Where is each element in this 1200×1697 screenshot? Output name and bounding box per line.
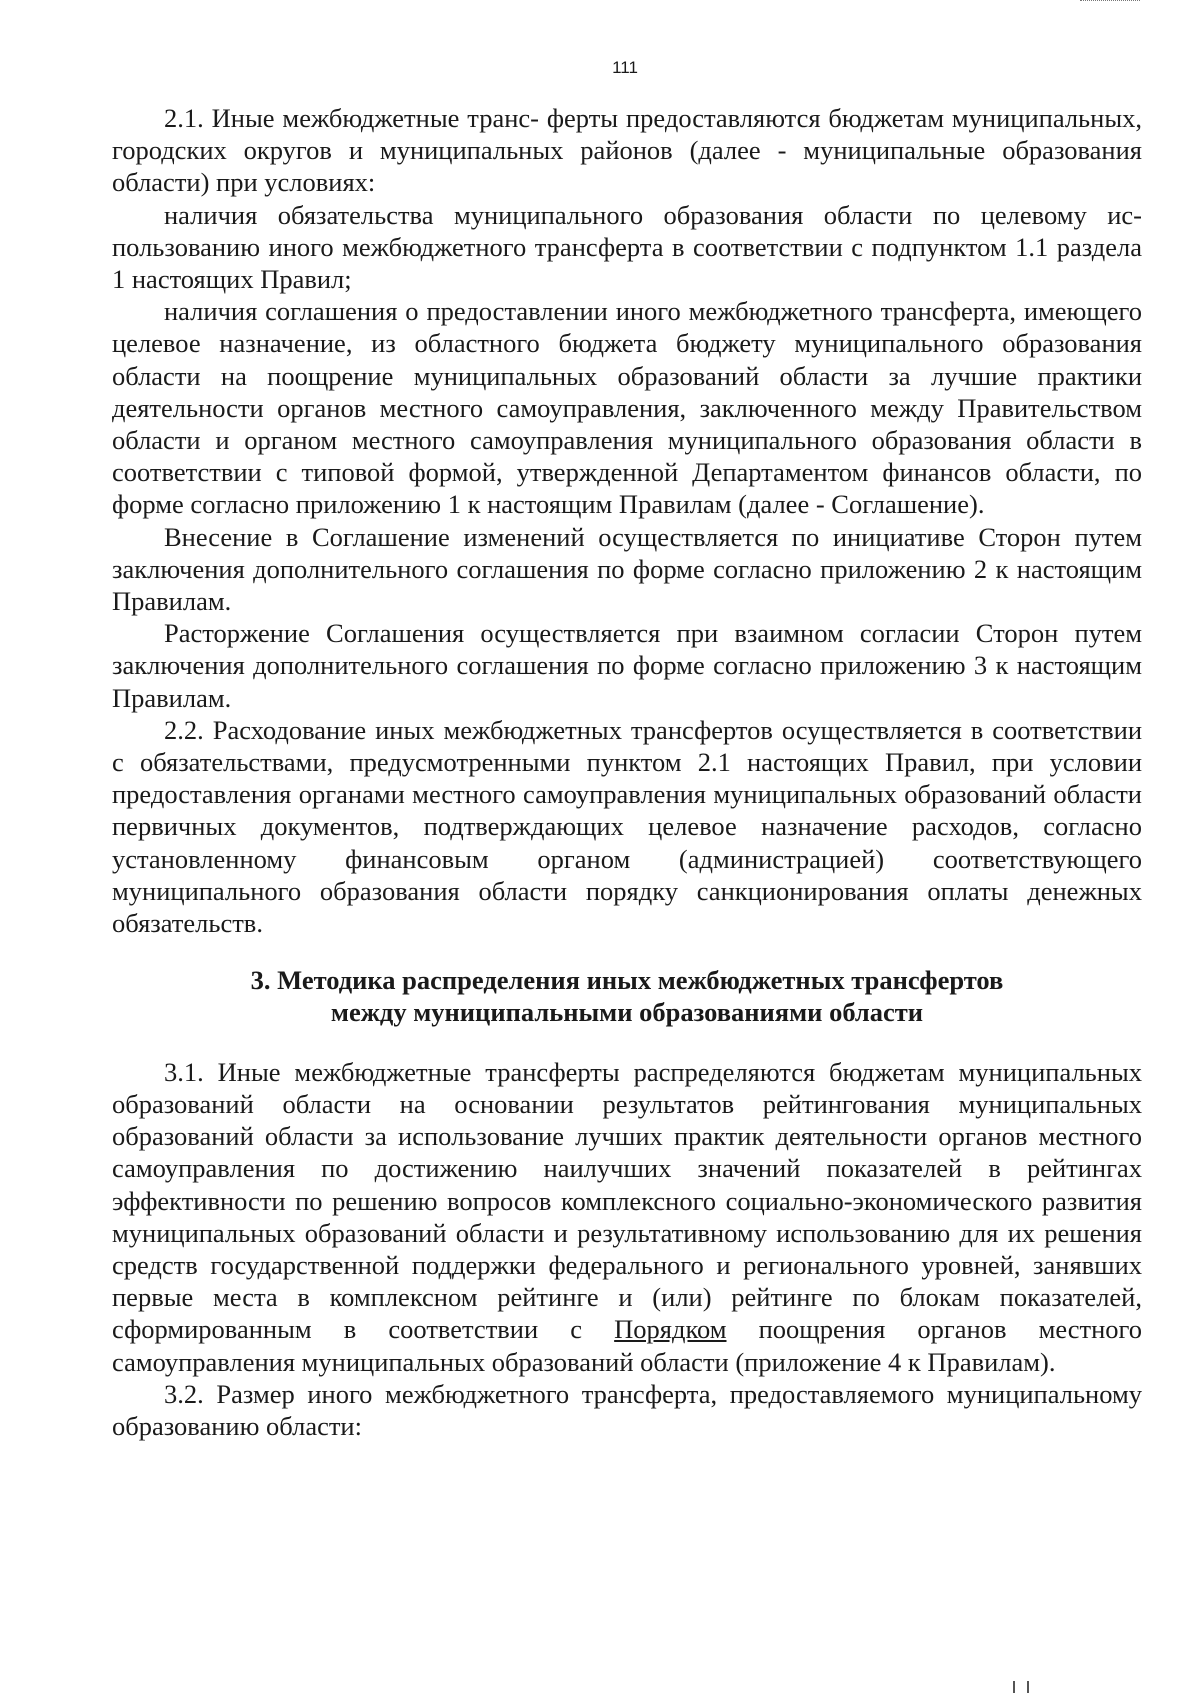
section-3-heading-line-2: между муниципальными образованиями области — [330, 997, 924, 1028]
paragraph-2-1: 2.1. Иные межбюджетные транс- ферты предоставляются бюджетам муниципальных, городских округов и муниципальных районов (далее - муниципальные образования области) при условиях: — [112, 103, 1142, 198]
paragraph-3-1-text: 3.1. Иные межбюджетные трансферты распределяются бюджетам муниципальных образований области на основании результатов рейтингования муниципальных образований области за использование лучших практик деятельности органов местного самоуправления по достижению наилучших значений показателей в рейтингах эффективности по решению вопросов комплексного социально-экономического развития муниципальных образований области и результативному использованию для их решения средств государственной поддержки федерального и регионального уровней, занявших первые места в комплексном рейтинге и (или) рейтинге по блокам показателей, сформированным в соответствии с — [112, 1056, 1142, 1345]
paragraph-agreement-condition: наличия соглашения о предоставлении иного межбюджетного трансферта, имеющего целевое назначение, из областного бюджета бюджету муниципального образования области на поощрение муниципальных образований области за лучшие практики деятельности органов местного самоуправления, заключенного между Правительством области и органом местного самоуправления муниципального образования области в соответствии с типовой формой, утвержденной Департаментом финансов области, по форме согласно приложению 1 к настоящим Правилам (далее - Соглашение). — [112, 296, 1142, 520]
scan-edge-mark — [1080, 0, 1140, 4]
paragraph-3-1 — [112, 1056, 1142, 1378]
paragraph-obligation-condition: наличия обязательства муниципального образования области по целевому использованию иного межбюджетного трансферта в соответствии с подпунктом 1.1 раздела 1 настоящих Правил; — [112, 199, 1142, 295]
procedure-link[interactable]: Порядком — [614, 1314, 727, 1345]
document-body — [112, 102, 1142, 1442]
paragraph-agreement-amendment: Внесение в Соглашение изменений осуществляется по инициативе Сторон путем заключения дополнительного соглашения по форме согласно приложению 2 к настоящим Правилам. — [112, 521, 1142, 617]
paragraph-3-1-text-end: поощрения органов местного самоуправления муниципальных образований области (приложение 4 к Правилам). — [112, 1314, 1142, 1377]
paragraph-agreement-termination: Расторжение Соглашения осуществляется при взаимном согласии Сторон путем заключения дополнительного соглашения по форме согласно приложению 3 к настоящим Правилам. — [112, 618, 1142, 713]
section-3-heading — [112, 964, 1142, 1028]
paragraph-2-2: 2.2. Расходование иных межбюджетных трансфертов осуществляется в соответствии с обязательствами, предусмотренными пунктом 2.1 настоящих Правил, при условии предоставления органами местного самоуправления муниципальных образований области первичных документов, подтверждающих целевое назначение расходов, согласно установленному финансовым органом (администрацией) соответствующего муниципального образования области порядку санкционирования оплаты денежных обязательств. — [112, 714, 1142, 939]
page-number: 111 — [612, 58, 638, 77]
scan-edge-mark-bottom — [1011, 1681, 1035, 1693]
section-3-heading-line-1: 3. Методика распределения иных межбюджетных трансфертов — [250, 965, 1004, 996]
paragraph-3-2: 3.2. Размер иного межбюджетного трансферта, предоставляемого муниципальному образованию области: — [112, 1378, 1142, 1441]
